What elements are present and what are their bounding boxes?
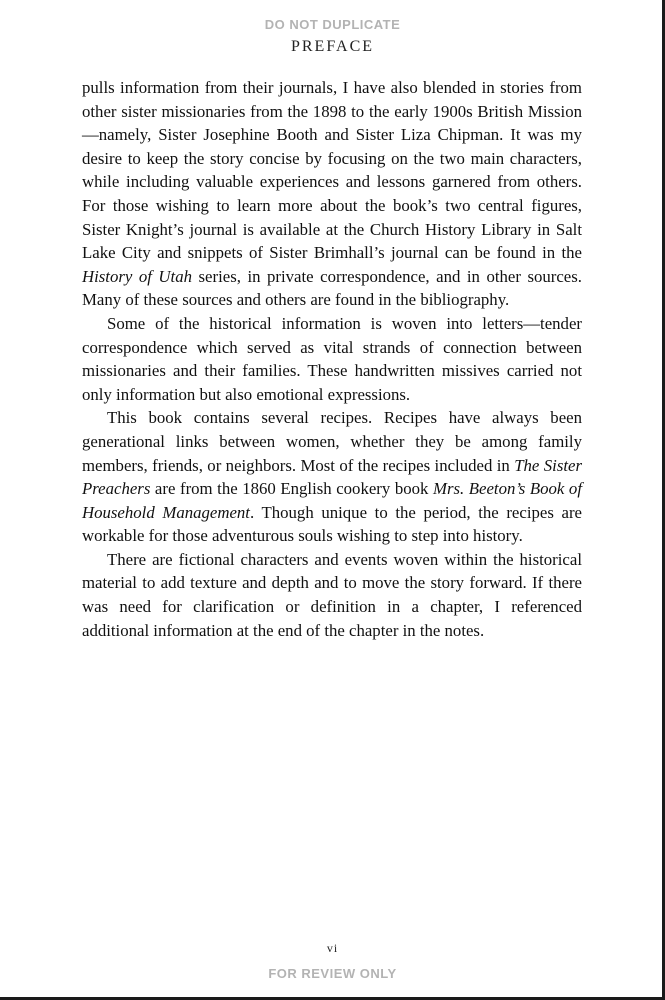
- paragraph-1: [82, 76, 582, 312]
- watermark-top: DO NOT DUPLICATE: [264, 17, 401, 32]
- body-text: [82, 76, 582, 642]
- italic-title: History of Utah: [82, 266, 192, 286]
- italic-title: Mrs. Beeton’s Book of Household Management: [82, 479, 582, 522]
- text-run: There are fictional characters and events woven within the historical material to add texture and depth and to move the story forward. If there was need for clarification or definition in a chapter, I referenced additional information at the end of the chapter in the notes.: [82, 549, 582, 640]
- paragraph-4: [82, 548, 582, 642]
- running-head: PREFACE: [290, 38, 375, 55]
- text-run: are from the 1860 English cookery book: [150, 479, 433, 499]
- text-run: . Though unique to the period, the recipes are workable for those adventurous souls wishing to step into history.: [82, 502, 582, 546]
- text-run: pulls information from their journals, I have also blended in stories from other sister missionaries from the 1898 to the early 1900s British Mission—namely, Sister Josephine Booth and Sister Liza Chipman. It was my desire to keep the story concise by focusing on the two main characters, while including valuable experiences and lessons garnered from others. For those wishing to learn more about the book’s two central figures, Sister Knight’s journal is available at the Church History Library in Salt Lake City and snippets of Sister Brimhall’s journal can be found in the: [82, 78, 582, 263]
- watermark-bottom: FOR REVIEW ONLY: [268, 966, 397, 981]
- text-run: series, in private correspondence, and in other sources. Many of these sources and others are found in the bibliography.: [82, 266, 582, 310]
- paragraph-2: [82, 312, 582, 406]
- text-run: Some of the historical information is woven into letters—tender correspondence which served as vital strands of connection between missionaries and their families. These handwritten missives carried not only information but also emotional expressions.: [82, 313, 582, 404]
- page-number: vi: [326, 941, 339, 955]
- paragraph-3: [82, 406, 582, 548]
- text-run: This book contains several recipes. Recipes have always been generational links between women, whether they be among family members, friends, or neighbors. Most of the recipes included in: [82, 408, 582, 475]
- italic-title: The Sister Preachers: [82, 455, 582, 499]
